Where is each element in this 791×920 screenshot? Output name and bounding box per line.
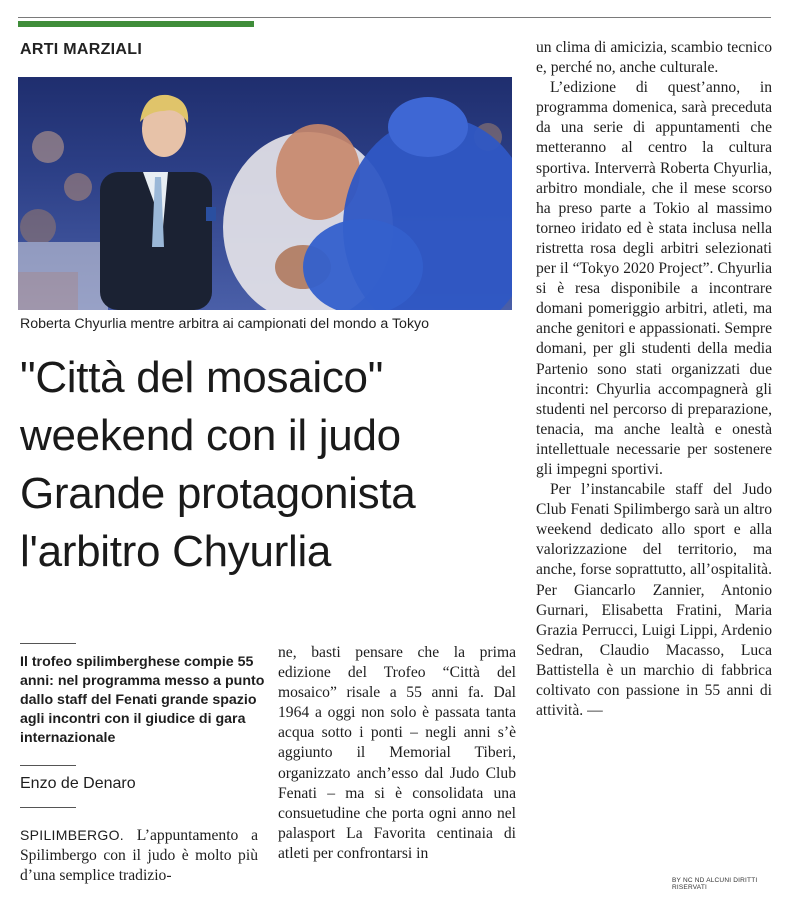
body-column-3 — [536, 38, 772, 721]
section-accent-bar — [18, 21, 254, 27]
dateline: SPILIMBERGO. — [20, 827, 124, 843]
section-label: ARTI MARZIALI — [20, 41, 143, 58]
photo-caption: Roberta Chyurlia mentre arbitra ai campionati del mondo a Tokyo — [20, 316, 430, 332]
body-column-1 — [20, 825, 258, 886]
body-text: L’appuntamento a Spilimbergo con il judo è molto più d’una semplice tradizio- — [20, 827, 258, 885]
headline-line: "Città del mosaico" — [20, 353, 384, 402]
summary-top-rule — [20, 643, 76, 644]
headline-line: l'arbitro Chyurlia — [20, 527, 332, 576]
copyright-notice: BY NC ND ALCUNI DIRITTI RISERVATI — [672, 877, 758, 891]
body-paragraph: L’edizione di quest’anno, in programma domenica, sarà preceduta da una serie di appuntamenti che metteranno al centro la cultura sportiva. Interverrà Roberta Chyurlia, arbitro mondiale, che il mese scorso ha preso parte a Tokio al massimo torneo iridato ed è stata inclusa nella ristretta rosa degli arbitri selezionati per il “Tokyo 2020 Project”. Chyurlia si è resa disponibile a incontrare domani pomeriggio arbitri, atleti, ma anche genitori e appassionati. Sempre domani, per gli studenti della media Partenio sono stati organizzati due incontri: Chyurlia accompagnerà gli studenti nel percorso di preparazione, tenacia, ma anche lealtà e onestà intellettuale necessarie per sostenere gli impegni sportivi. — [536, 79, 772, 478]
body-text: ne, basti pensare che la prima edizione del Trofeo “Città del mosaico” risale a 55 anni fa. Dal 1964 a oggi non solo è passata tanta acqua sotto i ponti – negli anni s’è aggiunto il Memorial Tiberi, organizzato anch’esso dal Judo Club Fenati – ma si è consolidata una consuetudine che porta ogni anno nel palasport La Favorita centinaia di atleti per confrontarsi in — [278, 644, 516, 862]
article-summary: Il trofeo spilimberghese compie 55 anni: nel programma messo a punto dallo staff del Fenati grande spazio agli incontri con il giudice di gara internazionale — [20, 654, 265, 746]
author-top-rule — [20, 765, 76, 766]
headline-line: Grande protagonista — [20, 469, 416, 518]
headline-line: weekend con il judo — [20, 411, 401, 460]
headline — [20, 349, 520, 581]
body-paragraph: Per l’instancabile staff del Judo Club Fenati Spilimbergo sarà un altro weekend dedicato allo sport e alla valorizzazione del territorio, ma anche, forse soprattutto, all’ospitalità. Per Giancarlo Zannier, Antonio Gurnari, Elisabetta Fratini, Maria Grazia Perrucci, Luigi Lippi, Ardenio Sedran, Claudio Macasso, Luca Battistella è un marchio di fabbrica coltivato con passione in 55 anni di attività. — — [536, 481, 772, 720]
top-rule — [18, 17, 771, 18]
article-photo — [18, 77, 512, 310]
body-top-rule — [20, 807, 76, 808]
body-column-2 — [278, 643, 516, 864]
author-byline: Enzo de Denaro — [20, 775, 136, 792]
body-paragraph: un clima di amicizia, scambio tecnico e, perché no, anche culturale. — [536, 39, 772, 77]
